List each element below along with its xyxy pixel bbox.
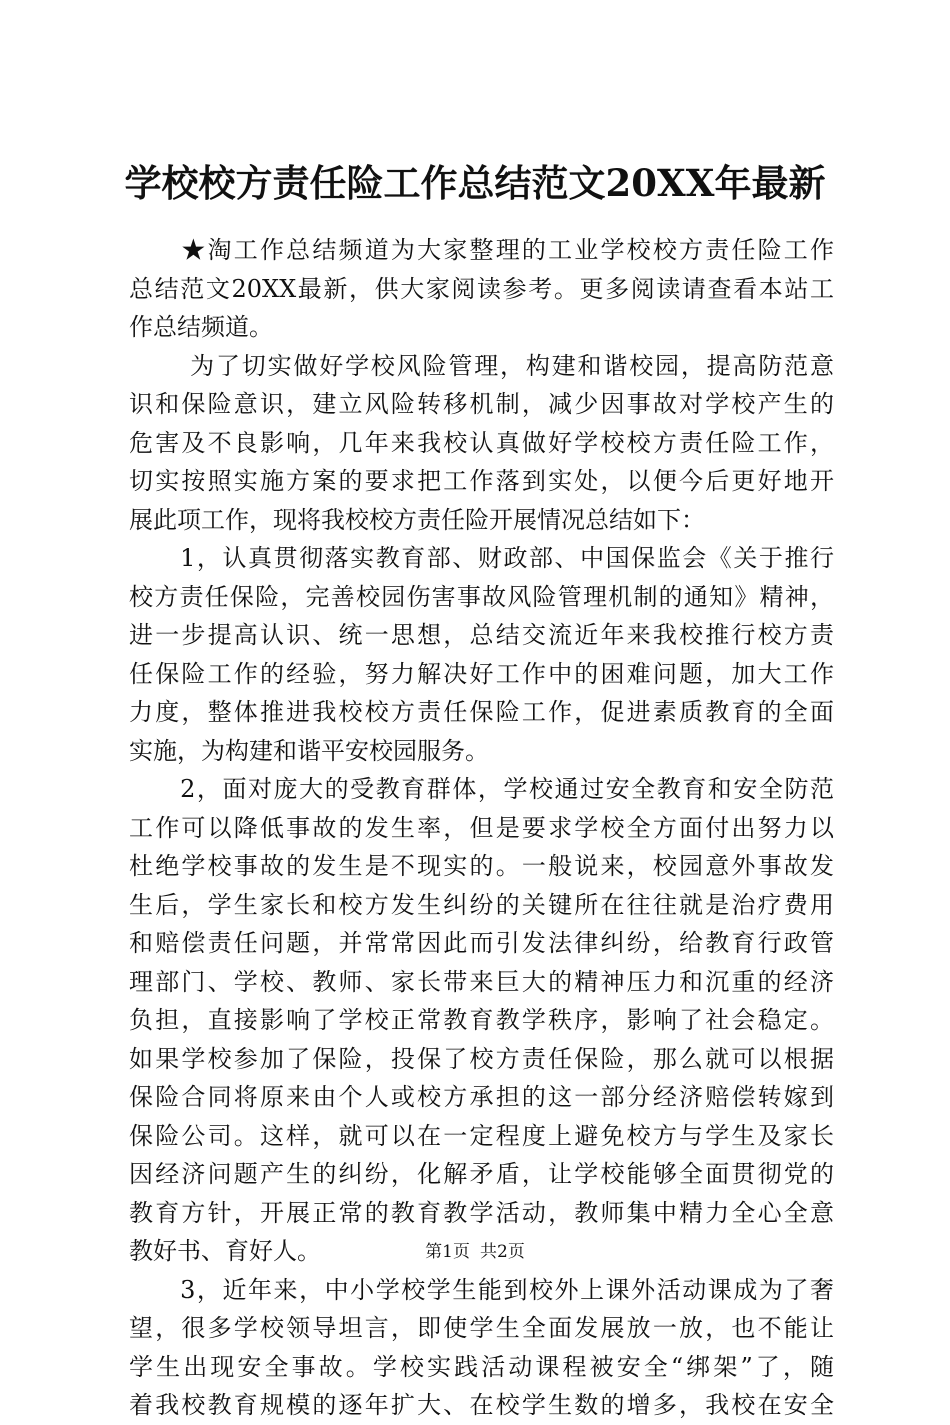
text-line: 生后，学生家长和校方发生纠纷的关键所在往往就是治疗费用	[129, 890, 834, 919]
text-line: 识和保险意识，建立风险转移机制，减少因事故对学校产生的	[129, 390, 834, 418]
text-line: ★淘工作总结频道为大家整理的工业学校校方责任险工作	[129, 236, 834, 264]
page-number: 第1页	[425, 1242, 470, 1262]
text-line: 展此项工作，现将我校校方责任险开展情况总结如下：	[129, 505, 705, 534]
page-total: 共2页	[480, 1242, 525, 1262]
text-line: 作总结频道。	[129, 313, 273, 341]
text-line: 为了切实做好学校风险管理，构建和谐校园，提高防范意	[129, 351, 834, 380]
text-line: 实施，为构建和谐平安校园服务。	[129, 736, 489, 765]
text-line: 保险公司。这样，就可以在一定程度上避免校方与学生及家长	[129, 1121, 834, 1150]
text-line: 保险合同将原来由个人或校方承担的这一部分经济赔偿转嫁到	[129, 1083, 834, 1111]
text-line: 着我校教育规模的逐年扩大、在校学生数的增多，我校在安全	[129, 1391, 834, 1419]
text-line: 负担，直接影响了学校正常教育教学秩序，影响了社会稳定。	[129, 1006, 834, 1034]
text-line: 和赔偿责任问题，并常常因此而引发法律纠纷，给教育行政管	[129, 929, 834, 957]
text-line: 任保险工作的经验，努力解决好工作中的困难问题，加大工作	[129, 659, 834, 688]
text-line: 因经济问题产生的纠纷，化解矛盾，让学校能够全面贯彻党的	[129, 1160, 834, 1188]
text-line: 杜绝学校事故的发生是不现实的。一般说来，校园意外事故发	[129, 852, 834, 880]
text-line: 理部门、学校、教师、家长带来巨大的精神压力和沉重的经济	[129, 967, 834, 996]
text-line: 总结范文20XX最新，供大家阅读参考。更多阅读请查看本站工	[129, 274, 834, 303]
text-line: 校方责任保险，完善校园伤害事故风险管理机制的通知》精神，	[129, 582, 834, 611]
text-line: 进一步提高认识、统一思想，总结交流近年来我校推行校方责	[129, 621, 834, 649]
text-line: 2，面对庞大的受教育群体，学校通过安全教育和安全防范	[129, 775, 834, 803]
text-line: 3，近年来，中小学校学生能到校外上课外活动课成为了奢	[129, 1275, 834, 1304]
text-line: 望，很多学校领导坦言，即使学生全面发展放一放，也不能让	[129, 1314, 834, 1342]
text-line: 教育方针，开展正常的教育教学活动，教师集中精力全心全意	[129, 1198, 834, 1227]
text-line: 切实按照实施方案的要求把工作落到实处，以便今后更好地开	[129, 467, 834, 495]
text-line: 危害及不良影响，几年来我校认真做好学校校方责任险工作，	[129, 428, 834, 457]
document-title: 学校校方责任险工作总结范文20XX年最新	[124, 161, 826, 205]
text-line: 工作可以降低事故的发生率，但是要求学校全方面付出努力以	[129, 813, 834, 842]
text-line: 如果学校参加了保险，投保了校方责任保险，那么就可以根据	[129, 1044, 834, 1073]
text-line: 教好书、育好人。	[129, 1237, 321, 1265]
text-line: 力度，整体推进我校校方责任保险工作，促进素质教育的全面	[129, 698, 834, 726]
page-footer	[0, 1240, 950, 1264]
text-line: 1，认真贯彻落实教育部、财政部、中国保监会《关于推行	[129, 544, 834, 572]
text-line: 学生出现安全事故。学校实践活动课程被安全“绑架”了，随	[129, 1352, 834, 1381]
